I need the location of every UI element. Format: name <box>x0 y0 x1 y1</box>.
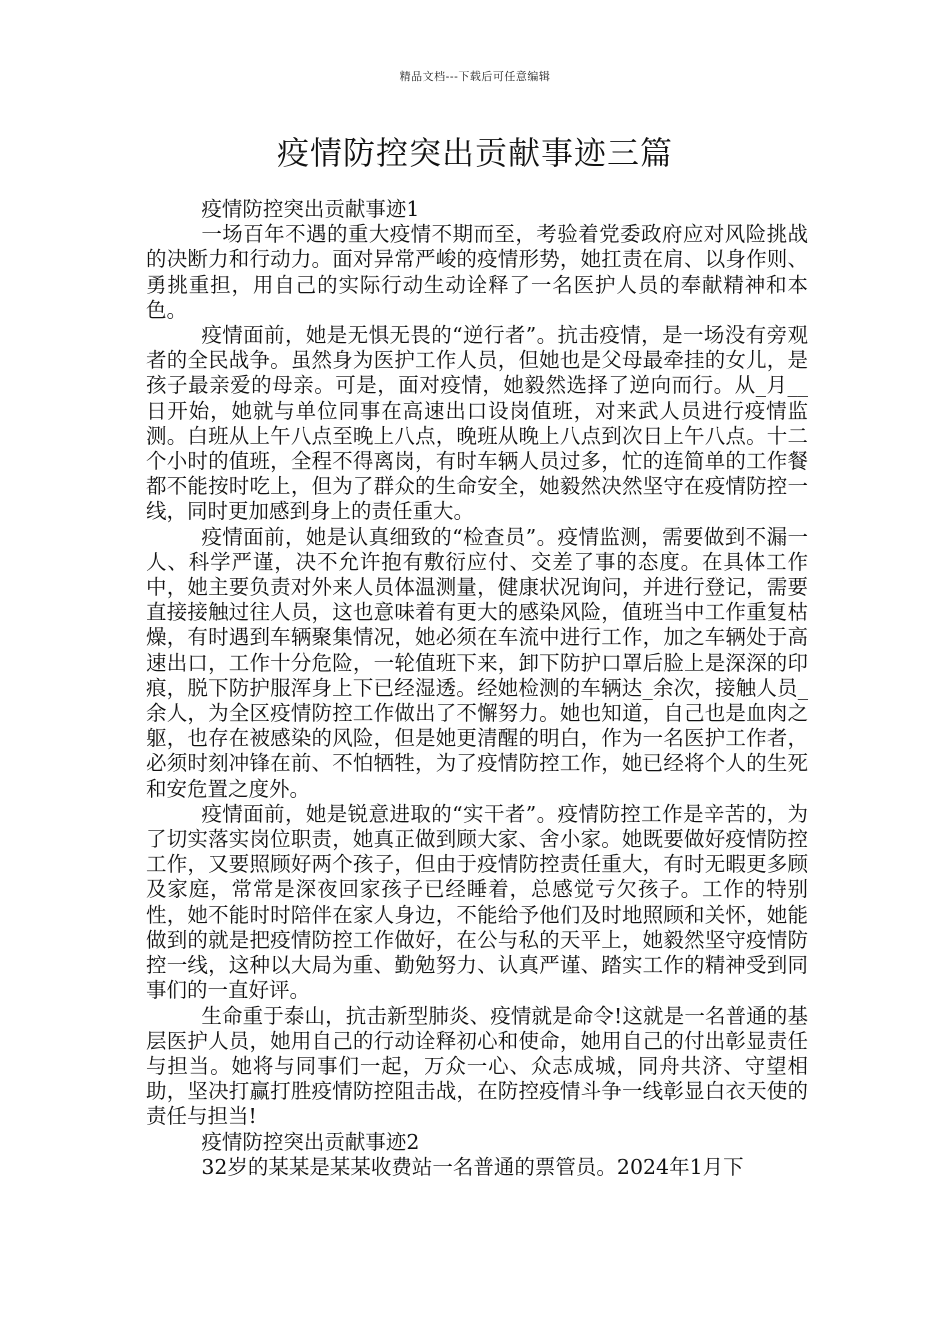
paragraph: 疫情面前，她是认真细致的“检查员”。疫情监测，需要做到不漏一人、科学严谨，决不允许抱有敷衍应付、交差了事的态度。在具体工作中，她主要负责对外来人员体温测量，健康状况询问，并进行登记，需要直接接触过往人员，这也意味着有更大的感染风险，值班当中工作重复枯燥，有时遇到车辆聚集情况，她必须在车流中进行工作，加之车辆处于高速出口，工作十分危险，一轮值班下来，卸下防护口罩后脸上是深深的印痕，脱下防护服浑身上下已经湿透。经她检测的车辆达_余次，接触人员_余人，为全区疫情防控工作做出了不懈努力。她也知道，自己也是血肉之躯，也存在被感染的风险，但是她更清醒的明白，作为一名医护工作者，必须时刻冲锋在前、不怕牺牲，为了疫情防控工作，她已经将个人的生死和安危置之度外。 <box>146 524 808 801</box>
paragraph: 疫情面前，她是无惧无畏的“逆行者”。抗击疫情，是一场没有旁观者的全民战争。虽然身为医护工作人员，但她也是父母最牵挂的女儿，是孩子最亲爱的母亲。可是，面对疫情，她毅然选择了逆向而行。从_月__日开始，她就与单位同事在高速出口设岗值班，对来武人员进行疫情监测。白班从上午八点至晚上八点，晚班从晚上八点到次日上午八点。十二个小时的值班，全程不得离岗，有时车辆人员过多，忙的连简单的工作餐都不能按时吃上，但为了群众的生命安全，她毅然决然坚守在疫情防控一线，同时更加感到身上的责任重大。 <box>146 323 808 524</box>
section-heading-1: 疫情防控突出贡献事迹1 <box>201 197 420 221</box>
paragraph: 一场百年不遇的重大疫情不期而至，考验着党委政府应对风险挑战的决断力和行动力。面对异常严峻的疫情形势，她扛责在肩、以身作则、勇挑重担，用自己的实际行动生动诠释了一名医护人员的奉献精神和本色。 <box>146 222 808 322</box>
paragraph: 生命重于泰山，抗击新型肺炎、疫情就是命令!这就是一名普通的基层医护人员，她用自己的行动诠释初心和使命，她用自己的付出彰显责任与担当。她将与同事们一起，万众一心、众志成城，同舟共济、守望相助，坚决打赢打胜疫情防控阻击战，在防控疫情斗争一线彰显白衣天使的责任与担当! <box>146 1003 808 1129</box>
paragraph: 疫情面前，她是锐意进取的“实干者”。疫情防控工作是辛苦的，为了切实落实岗位职责，她真正做到顾大家、舍小家。她既要做好疫情防控工作，又要照顾好两个孩子，但由于疫情防控责任重大，有时无暇更多顾及家庭，常常是深夜回家孩子已经睡着，总感觉亏欠孩子。工作的特别性，她不能时时陪伴在家人身边，不能给予他们及时地照顾和关怀，她能做到的就是把疫情防控工作做好，在公与私的天平上，她毅然坚守疫情防控一线，这种以大局为重、勤勉努力、认真严谨、踏实工作的精神受到同事们的一直好评。 <box>146 801 808 1003</box>
document-body <box>146 197 808 1180</box>
document-title: 疫情防控突出贡献事迹三篇 <box>276 134 673 172</box>
paragraph: 32岁的某某是某某收费站一名普通的票管员。2024年1月下 <box>201 1154 744 1179</box>
page-header-note: 精品文档---下载后可任意编辑 <box>399 70 551 83</box>
section-heading-2: 疫情防控突出贡献事迹2 <box>201 1129 420 1154</box>
